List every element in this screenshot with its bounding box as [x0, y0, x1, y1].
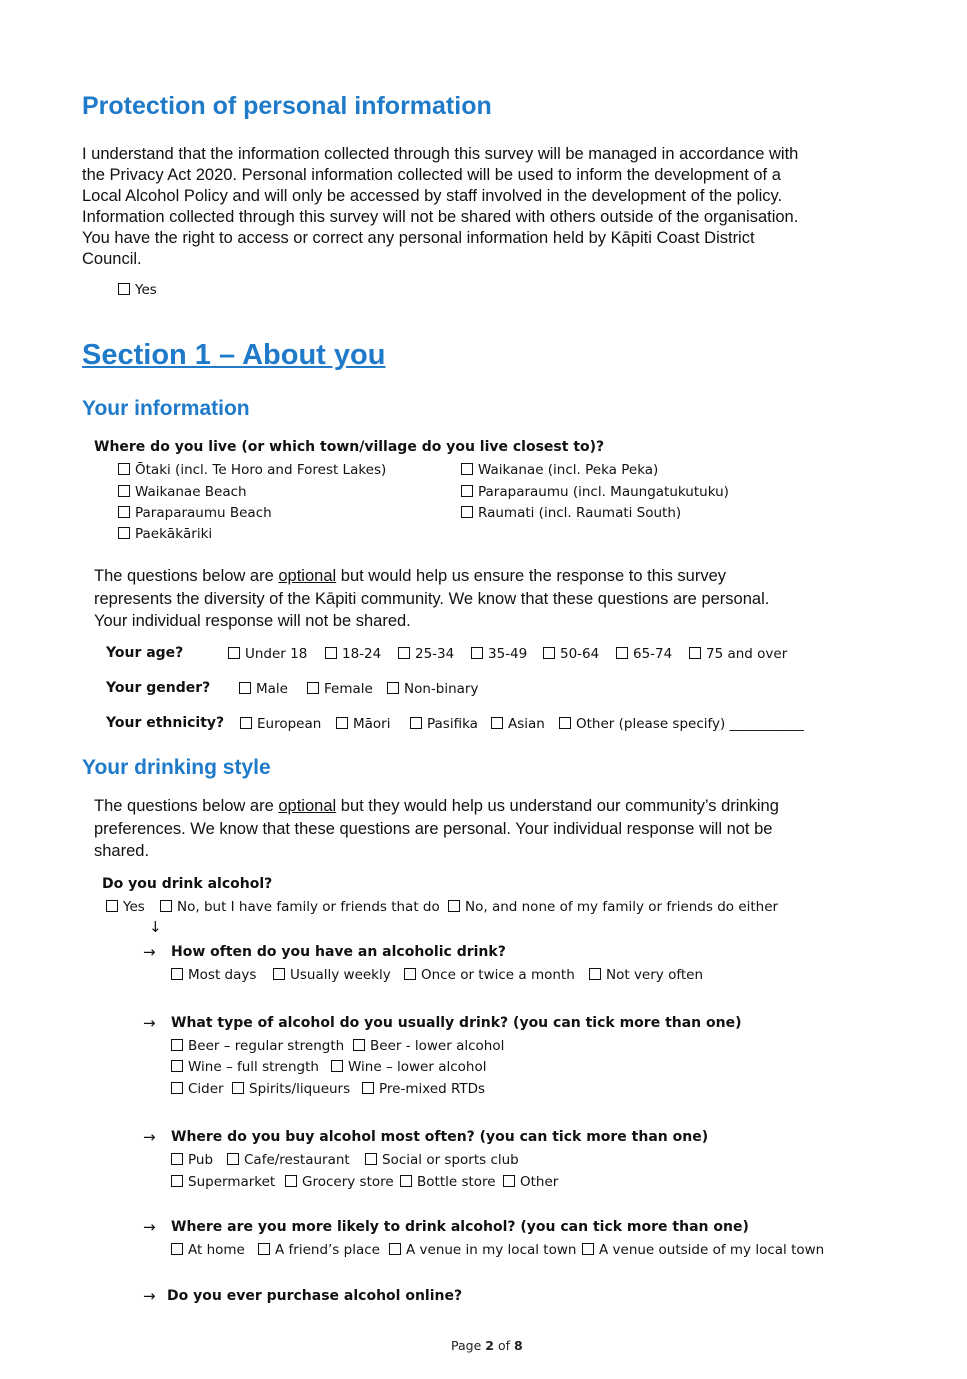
- option-label: At home: [188, 1242, 245, 1258]
- age-option[interactable]: [471, 646, 527, 662]
- gender-option[interactable]: [239, 681, 288, 697]
- page-word: Page: [451, 1338, 482, 1353]
- option-label: Supermarket: [188, 1174, 276, 1190]
- drinking-intro-paragraph: [94, 795, 779, 863]
- location-option[interactable]: [118, 484, 247, 500]
- checkbox[interactable]: [239, 682, 251, 694]
- age-option[interactable]: [325, 646, 381, 662]
- option-label: A venue in my local town: [406, 1242, 577, 1258]
- age-option[interactable]: [616, 646, 672, 662]
- checkbox[interactable]: [118, 527, 130, 539]
- intro-text: but they would help us understand our community’s drinking: [336, 797, 779, 815]
- arrow-right-icon: →: [143, 943, 156, 961]
- checkbox[interactable]: [118, 283, 130, 295]
- checkbox[interactable]: [232, 1082, 244, 1094]
- checkbox[interactable]: [258, 1243, 270, 1255]
- ethnicity-option[interactable]: [336, 716, 390, 732]
- drink-alcohol-question: Do you drink alcohol?: [102, 876, 273, 892]
- checkbox[interactable]: [171, 1153, 183, 1165]
- checkbox[interactable]: [160, 900, 172, 912]
- location-option[interactable]: [461, 462, 658, 478]
- checkbox[interactable]: [171, 1243, 183, 1255]
- checkbox[interactable]: [171, 1039, 183, 1051]
- option-label: No, but I have family or friends that do: [177, 899, 440, 915]
- option-label: Pre-mixed RTDs: [379, 1081, 486, 1097]
- checkbox[interactable]: [503, 1175, 515, 1187]
- type-option[interactable]: [353, 1038, 504, 1054]
- optional-word: optional: [278, 797, 337, 815]
- option-label: Paraparaumu Beach: [135, 505, 272, 521]
- checkbox[interactable]: [404, 968, 416, 980]
- option-label: Ōtaki (incl. Te Horo and Forest Lakes): [135, 462, 387, 478]
- option-label: Cider: [188, 1081, 224, 1097]
- option-label: Male: [256, 681, 288, 697]
- age-label: Your age?: [106, 645, 184, 661]
- location-option[interactable]: [118, 462, 386, 478]
- gender-label: Your gender?: [106, 680, 211, 696]
- where-option[interactable]: [258, 1242, 380, 1258]
- drink-option[interactable]: [106, 899, 145, 915]
- gender-option[interactable]: [307, 681, 373, 697]
- option-label: A friend’s place: [275, 1242, 380, 1258]
- current-page: 2: [485, 1338, 494, 1353]
- privacy-heading: Protection of personal information: [82, 92, 492, 120]
- option-label: Asian: [508, 716, 545, 732]
- checkbox[interactable]: [589, 968, 601, 980]
- buy-option[interactable]: [171, 1152, 213, 1168]
- option-label: Other (please specify) ___________: [576, 716, 804, 732]
- location-option[interactable]: [118, 505, 272, 521]
- where-drink-question: Where are you more likely to drink alcohol? (you can tick more than one): [171, 1219, 749, 1235]
- option-label: Non-binary: [404, 681, 479, 697]
- of-word: of: [497, 1338, 510, 1353]
- option-label: Female: [324, 681, 373, 697]
- how-often-question: How often do you have an alcoholic drink?: [171, 944, 506, 960]
- checkbox[interactable]: [491, 717, 503, 729]
- option-label: Paraparaumu (incl. Maungatukutuku): [478, 484, 729, 500]
- checkbox[interactable]: [461, 485, 473, 497]
- buy-alcohol-question: Where do you buy alcohol most often? (you can tick more than one): [171, 1129, 709, 1145]
- option-label: 50-64: [560, 646, 600, 662]
- intro-text: The questions below are: [94, 567, 279, 585]
- where-option[interactable]: [582, 1242, 824, 1258]
- your-information-heading: Your information: [82, 397, 250, 420]
- buy-option[interactable]: [365, 1152, 519, 1168]
- often-option[interactable]: [404, 967, 575, 983]
- arrow-right-icon: →: [143, 1218, 156, 1236]
- checkbox[interactable]: [171, 1082, 183, 1094]
- buy-option[interactable]: [503, 1174, 558, 1190]
- checkbox[interactable]: [106, 900, 118, 912]
- checkbox[interactable]: [171, 968, 183, 980]
- checkbox[interactable]: [616, 647, 628, 659]
- option-label: Once or twice a month: [421, 967, 575, 983]
- privacy-line: Information collected through this survey will not be shared with others outside of the organisation.: [82, 208, 799, 226]
- where-option[interactable]: [389, 1242, 576, 1258]
- privacy-line: the Privacy Act 2020. Personal information collected will be used to inform the development of a: [82, 166, 781, 184]
- option-label: Bottle store: [417, 1174, 496, 1190]
- type-option[interactable]: [171, 1081, 224, 1097]
- checkbox[interactable]: [118, 485, 130, 497]
- checkbox[interactable]: [410, 717, 422, 729]
- checkbox[interactable]: [448, 900, 460, 912]
- buy-option[interactable]: [400, 1174, 496, 1190]
- checkbox[interactable]: [353, 1039, 365, 1051]
- arrow-right-icon: →: [143, 1287, 156, 1305]
- age-option[interactable]: [689, 646, 787, 662]
- location-question: Where do you live (or which town/village do you live closest to)?: [94, 439, 605, 455]
- checkbox[interactable]: [365, 1153, 377, 1165]
- ethnicity-option[interactable]: [491, 716, 545, 732]
- type-option[interactable]: [171, 1059, 319, 1075]
- often-option[interactable]: [589, 967, 703, 983]
- option-label: Yes: [135, 282, 157, 298]
- ethnicity-option[interactable]: [240, 716, 321, 732]
- buy-option[interactable]: [171, 1174, 275, 1190]
- ethnicity-label: Your ethnicity?: [106, 715, 225, 731]
- optional-intro-paragraph: [94, 565, 769, 633]
- checkbox[interactable]: [325, 647, 337, 659]
- where-option[interactable]: [171, 1242, 245, 1258]
- gender-option[interactable]: [387, 681, 478, 697]
- checkbox[interactable]: [362, 1082, 374, 1094]
- intro-line: Your individual response will not be shared.: [94, 612, 411, 630]
- age-option[interactable]: [228, 646, 307, 662]
- checkbox[interactable]: [228, 647, 240, 659]
- checkbox[interactable]: [171, 1060, 183, 1072]
- option-label: Cafe/restaurant: [244, 1152, 350, 1168]
- checkbox[interactable]: [398, 647, 410, 659]
- age-option[interactable]: [543, 646, 599, 662]
- drinking-style-heading: Your drinking style: [82, 756, 271, 779]
- checkbox[interactable]: [582, 1243, 594, 1255]
- option-label: Beer – regular strength: [188, 1038, 345, 1054]
- checkbox[interactable]: [118, 506, 130, 518]
- intro-line: [94, 565, 769, 588]
- often-option[interactable]: [171, 967, 256, 983]
- option-label: No, and none of my family or friends do either: [465, 899, 779, 915]
- ethnicity-option-other[interactable]: [559, 716, 804, 732]
- option-label: Usually weekly: [290, 967, 391, 983]
- intro-line: shared.: [94, 842, 150, 860]
- option-label: Under 18: [245, 646, 308, 662]
- buy-option[interactable]: [227, 1152, 350, 1168]
- checkbox[interactable]: [171, 1175, 183, 1187]
- checkbox[interactable]: [471, 647, 483, 659]
- privacy-line: I understand that the information collected through this survey will be managed in accordance with: [82, 145, 799, 163]
- drink-option[interactable]: [160, 899, 440, 915]
- intro-line: [94, 795, 779, 818]
- often-option[interactable]: [273, 967, 391, 983]
- total-pages: 8: [513, 1338, 523, 1353]
- checkbox[interactable]: [389, 1243, 401, 1255]
- checkbox[interactable]: [689, 647, 701, 659]
- privacy-line: Local Alcohol Policy and will only be accessed by staff involved in the development of the policy.: [82, 187, 783, 205]
- checkbox[interactable]: [285, 1175, 297, 1187]
- buy-option[interactable]: [285, 1174, 394, 1190]
- location-option[interactable]: [118, 526, 212, 542]
- option-label: Not very often: [606, 967, 703, 983]
- checkbox[interactable]: [331, 1060, 343, 1072]
- section-heading: Section 1 – About you: [82, 339, 386, 371]
- privacy-yes-option[interactable]: [118, 282, 157, 298]
- option-label: Spirits/liqueurs: [249, 1081, 351, 1097]
- option-label: 25-34: [415, 646, 455, 662]
- option-label: Wine – full strength: [188, 1059, 319, 1075]
- checkbox[interactable]: [336, 717, 348, 729]
- checkbox[interactable]: [543, 647, 555, 659]
- checkbox[interactable]: [559, 717, 571, 729]
- intro-text: The questions below are: [94, 797, 279, 815]
- age-option[interactable]: [398, 646, 454, 662]
- purchase-online-question: Do you ever purchase alcohol online?: [167, 1288, 463, 1304]
- checkbox[interactable]: [227, 1153, 239, 1165]
- option-label: Pub: [188, 1152, 214, 1168]
- option-label: A venue outside of my local town: [599, 1242, 825, 1258]
- type-option[interactable]: [362, 1081, 485, 1097]
- checkbox[interactable]: [273, 968, 285, 980]
- intro-line: preferences. We know that these questions are personal. Your individual response will not be: [94, 819, 773, 838]
- option-label: Māori: [353, 716, 391, 732]
- option-label: 18-24: [342, 646, 382, 662]
- option-label: Grocery store: [302, 1174, 394, 1190]
- option-label: Social or sports club: [382, 1152, 519, 1168]
- ethnicity-option[interactable]: [410, 716, 478, 732]
- alcohol-type-question: What type of alcohol do you usually drink? (you can tick more than one): [171, 1015, 742, 1031]
- intro-text: but would help us ensure the response to this survey: [336, 567, 726, 585]
- intro-line: represents the diversity of the Kāpiti community. We know that these questions are personal.: [94, 589, 770, 608]
- privacy-line: You have the right to access or correct any personal information held by Kāpiti Coast District: [82, 229, 755, 247]
- arrow-right-icon: →: [143, 1128, 156, 1146]
- checkbox[interactable]: [118, 463, 130, 475]
- checkbox[interactable]: [400, 1175, 412, 1187]
- checkbox[interactable]: [387, 682, 399, 694]
- option-label: Waikanae Beach: [135, 484, 247, 500]
- location-option[interactable]: [461, 505, 681, 521]
- checkbox[interactable]: [307, 682, 319, 694]
- privacy-paragraph: [82, 144, 798, 270]
- option-label: 75 and over: [706, 646, 788, 662]
- drink-option[interactable]: [448, 899, 778, 915]
- option-label: Paekākāriki: [135, 526, 213, 542]
- privacy-line: Council.: [82, 250, 142, 268]
- checkbox[interactable]: [461, 506, 473, 518]
- checkbox[interactable]: [461, 463, 473, 475]
- option-label: Waikanae (incl. Peka Peka): [478, 462, 659, 478]
- type-option[interactable]: [232, 1081, 350, 1097]
- arrow-right-icon: →: [143, 1014, 156, 1032]
- checkbox[interactable]: [240, 717, 252, 729]
- option-label: Most days: [188, 967, 257, 983]
- option-label: 35-49: [488, 646, 528, 662]
- location-option[interactable]: [461, 484, 729, 500]
- option-label: Beer - lower alcohol: [370, 1038, 505, 1054]
- option-label: Other: [520, 1174, 559, 1190]
- type-option[interactable]: [171, 1038, 344, 1054]
- option-label: Wine – lower alcohol: [348, 1059, 487, 1075]
- option-label: 65-74: [633, 646, 673, 662]
- type-option[interactable]: [331, 1059, 486, 1075]
- option-label: European: [257, 716, 322, 732]
- optional-word: optional: [278, 567, 337, 585]
- option-label: Raumati (incl. Raumati South): [478, 505, 682, 521]
- option-label: Yes: [123, 899, 145, 915]
- arrow-down-icon: ↓: [149, 918, 162, 936]
- option-label: Pasifika: [427, 716, 478, 732]
- page-number: [451, 1338, 523, 1353]
